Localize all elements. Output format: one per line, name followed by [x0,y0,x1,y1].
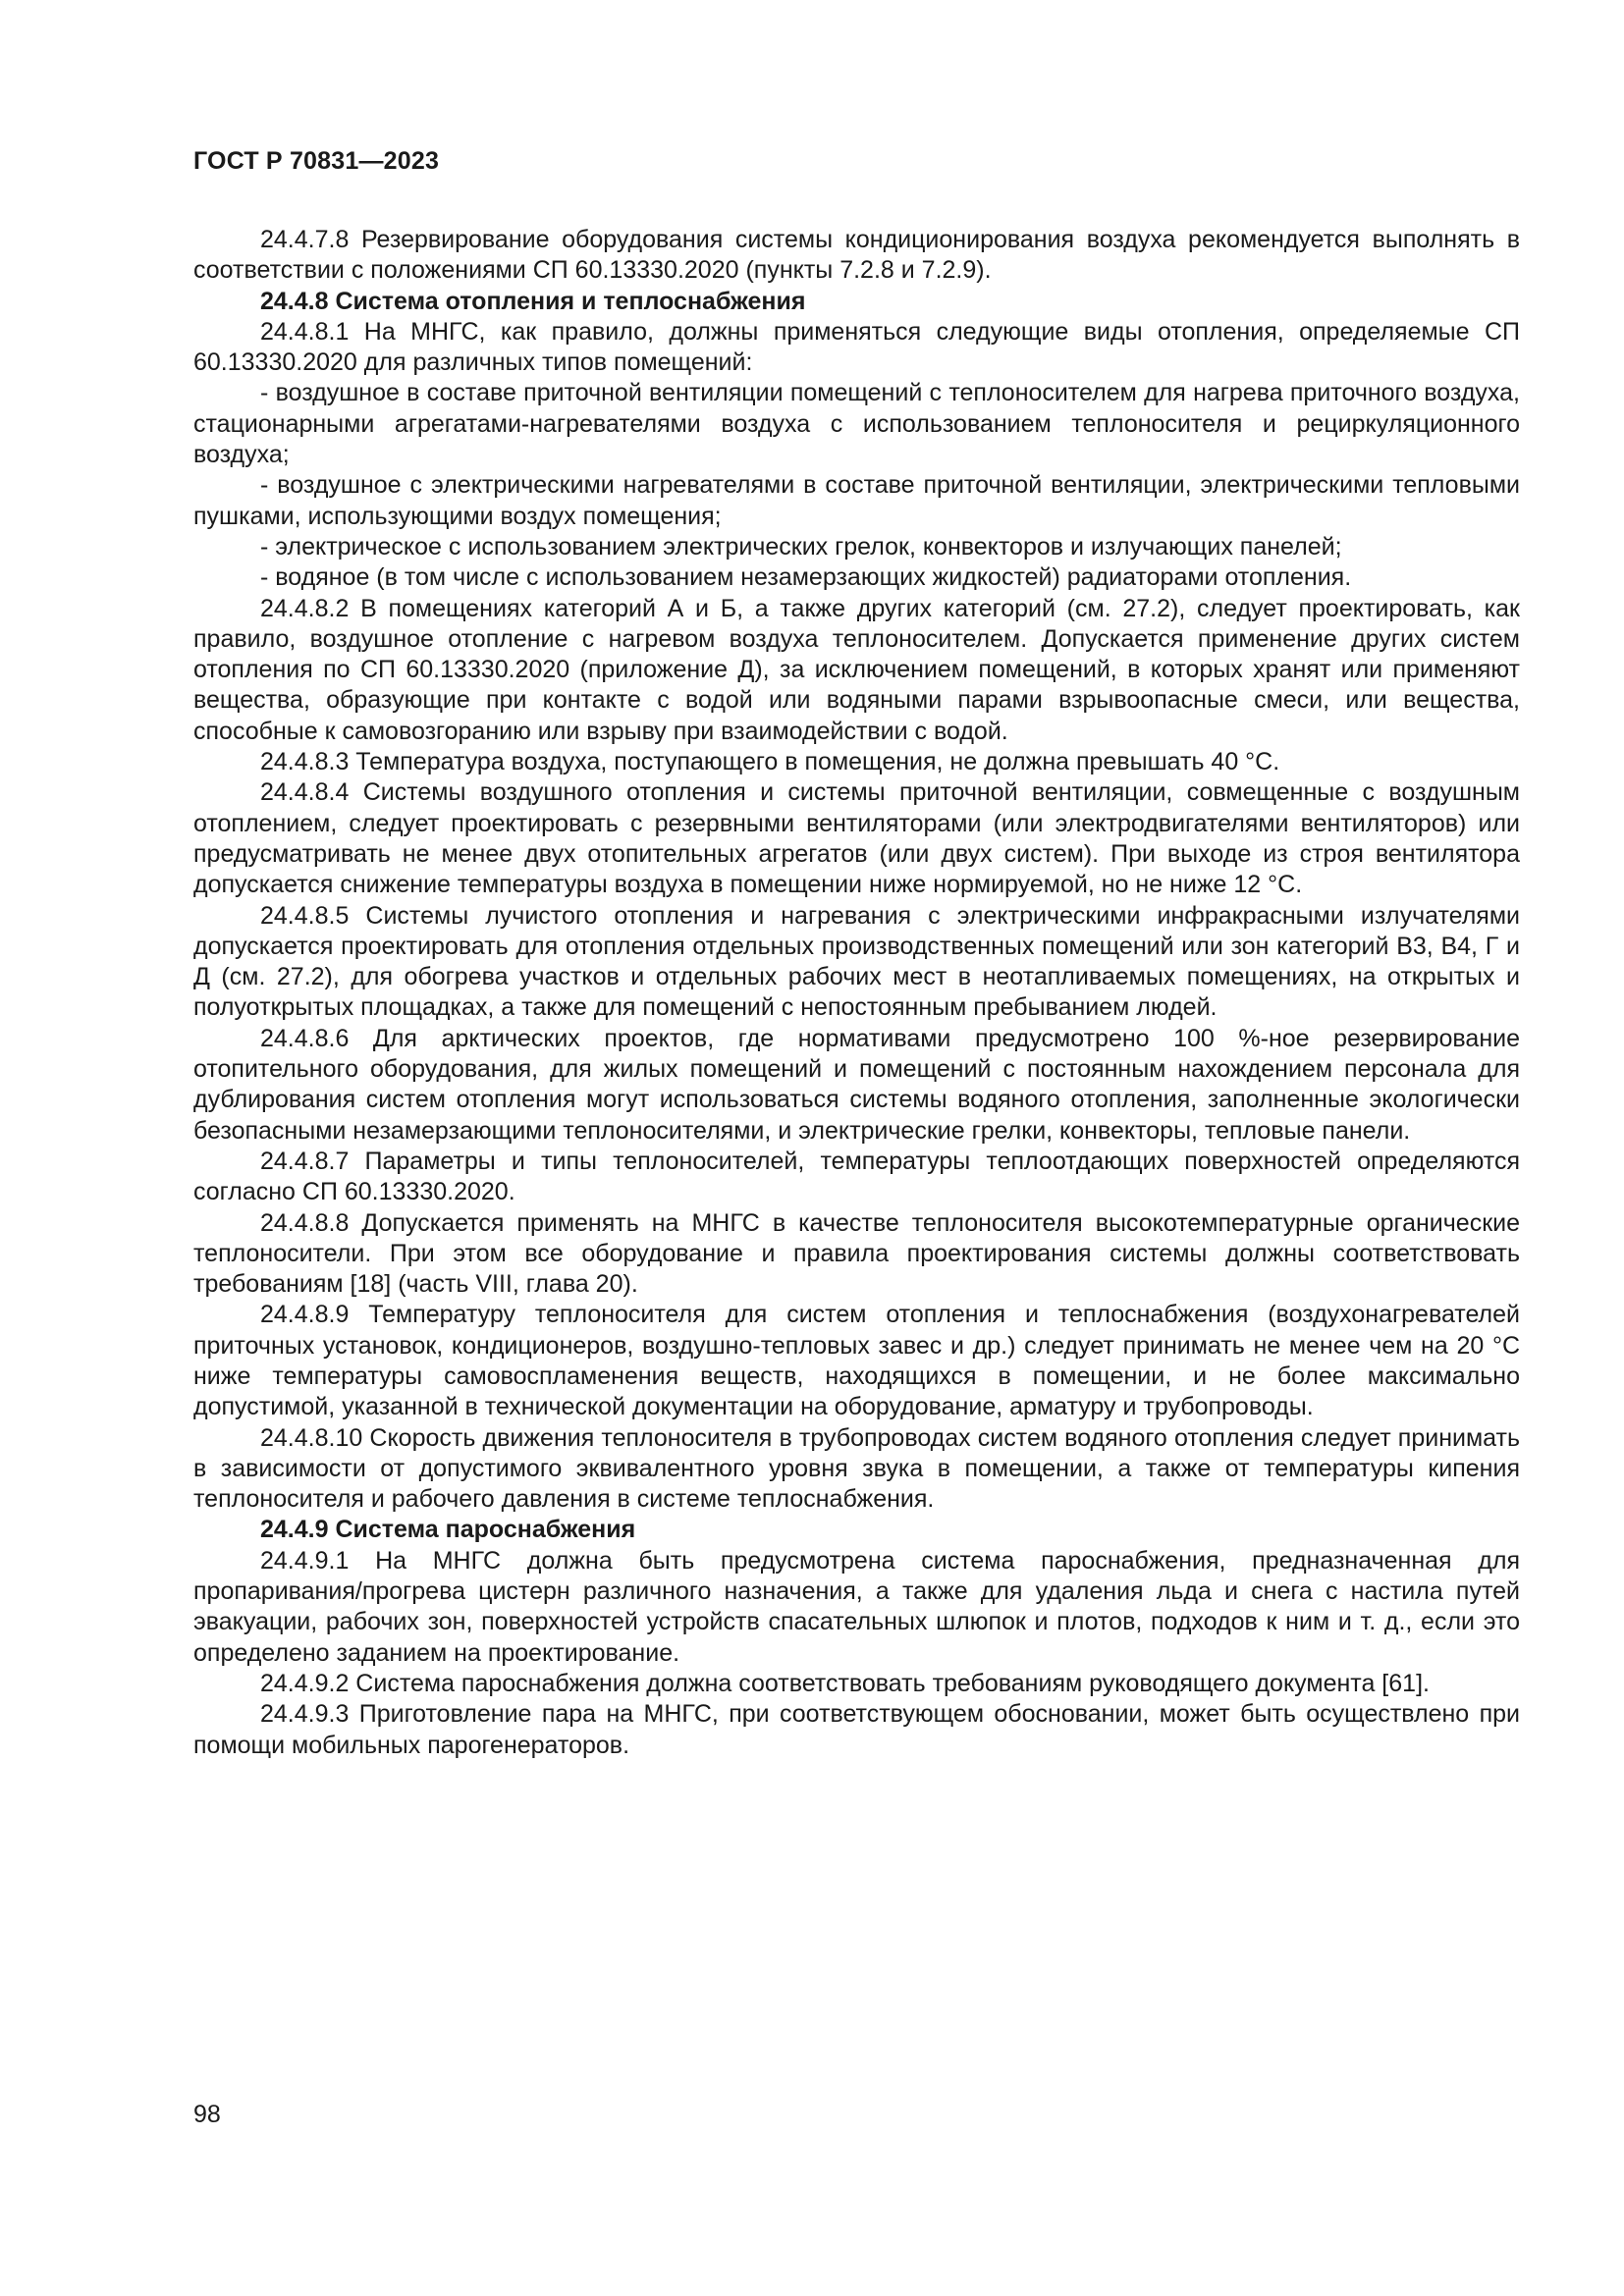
clause-24-4-8-3: 24.4.8.3 Температура воздуха, поступающего в помещения, не должна превышать 40 °С. [260,748,1280,776]
clause-24-4-8-10: 24.4.8.10 Скорость движения теплоносителя в трубопроводах систем водяного отопления следует принимать в зависимости от допустимого эквивалентного уровня звука в помещении, а также от температуры кипения теплоносителя и рабочего давления в системе теплоснабжения. [193,1423,1520,1514]
page-number: 98 [193,2101,221,2128]
list-item: - электрическое с использованием электрических грелок, конвекторов и излучающих панелей; [260,532,1342,561]
clause-24-4-8-2: 24.4.8.2 В помещениях категорий А и Б, а также других категорий (см. 27.2), следует проектировать, как правило, воздушное отопление с нагревом воздуха теплоносителем. Допускается применение других систем отопления по СП 60.13330.2020 (приложение Д), за исключением помещений, в которых хранят или применяют вещества, образующие при контакте с водой или водяными парами взрывоопасные смеси, или вещества, способные к самовозгоранию или взрыву при взаимодействии с водой. [193,594,1520,745]
section-heading-24-4-8: 24.4.8 Система отопления и теплоснабжения [260,287,806,315]
clause-24-4-7-8: 24.4.7.8 Резервирование оборудования системы кондиционирования воздуха рекомендуется выполнять в соответствии с положениями СП 60.13330.2020 (пункты 7.2.8 и 7.2.9). [193,226,1520,285]
list-item: - воздушное с электрическими нагревателями в составе приточной вентиляции, электрическими тепловыми пушками, использующими воздух помещения; [193,471,1520,530]
clause-24-4-8-5: 24.4.8.5 Системы лучистого отопления и нагревания с электрическими инфракрасными излучателями допускается проектировать для отопления отдельных производственных помещений или зон категорий В3, В4, Г и Д (см. 27.2), для обогрева участков и отдельных рабочих мест в неотапливаемых помещениях, на открытых и полуоткрытых площадках, а также для помещений с непостоянным пребыванием людей. [193,901,1520,1022]
list-item: - воздушное в составе приточной вентиляции помещений с теплоносителем для нагрева приточного воздуха, стационарными агрегатами-нагревателями воздуха с использованием теплоносителя и рециркуляционного воздуха; [193,379,1520,469]
document-standard-code: ГОСТ Р 70831—2023 [193,147,440,175]
clause-24-4-8-6: 24.4.8.6 Для арктических проектов, где нормативами предусмотрено 100 %-ное резервирование отопительного оборудования, для жилых помещений и помещений с постоянным нахождением персонала для дублирования систем отопления могут использоваться системы водяного отопления, заполненные экологически безопасными незамерзающими теплоносителями, и электрические грелки, конвекторы, тепловые панели. [193,1024,1520,1145]
clause-24-4-8-1: 24.4.8.1 На МНГС, как правило, должны применяться следующие виды отопления, определяемые СП 60.13330.2020 для различных типов помещений: [193,317,1520,377]
clause-24-4-8-9: 24.4.8.9 Температуру теплоносителя для систем отопления и теплоснабжения (воздухонагревателей приточных установок, кондиционеров, воздушно-тепловых завес и др.) следует принимать не менее чем на 20 °С ниже температуры самовоспламенения веществ, находящихся в помещении, и не более максимально допустимой, указанной в технической документации на оборудование, арматуру и трубопроводы. [193,1301,1520,1421]
clause-24-4-9-1: 24.4.9.1 На МНГС должна быть предусмотрена система пароснабжения, предназначенная для пропаривания/прогрева цистерн различного назначения, а также для удаления льда и снега с настила путей эвакуации, рабочих зон, поверхностей устройств спасательных шлюпок и плотов, подходов к ним и т. д., если это определено заданием на проектирование. [193,1546,1520,1667]
clause-24-4-8-8: 24.4.8.8 Допускается применять на МНГС в качестве теплоносителя высокотемпературные органические теплоносители. При этом все оборудование и правила проектирования системы должны соответствовать требованиям [18] (часть VIII, глава 20). [193,1208,1520,1299]
list-item: - водяное (в том числе с использованием незамерзающих жидкостей) радиаторами отопления. [260,563,1352,592]
clause-24-4-8-4: 24.4.8.4 Системы воздушного отопления и системы приточной вентиляции, совмещенные с воздушным отоплением, следует проектировать с резервными вентиляторами (или электродвигателями вентиляторов) или предусматривать не менее двух отопительных агрегатов (или двух систем). При выходе из строя вентилятора допускается снижение температуры воздуха в помещении ниже нормируемой, но не ниже 12 °С. [193,778,1520,899]
document-body [193,225,1520,1761]
clause-24-4-9-2: 24.4.9.2 Система пароснабжения должна соответствовать требованиям руководящего документа [61]. [260,1669,1430,1697]
clause-24-4-8-7: 24.4.8.7 Параметры и типы теплоносителей, температуры теплоотдающих поверхностей определяются согласно СП 60.13330.2020. [193,1147,1520,1206]
section-heading-24-4-9: 24.4.9 Система пароснабжения [260,1516,636,1544]
clause-24-4-9-3: 24.4.9.3 Приготовление пара на МНГС, при соответствующем обосновании, может быть осуществлено при помощи мобильных парогенераторов. [193,1700,1520,1759]
